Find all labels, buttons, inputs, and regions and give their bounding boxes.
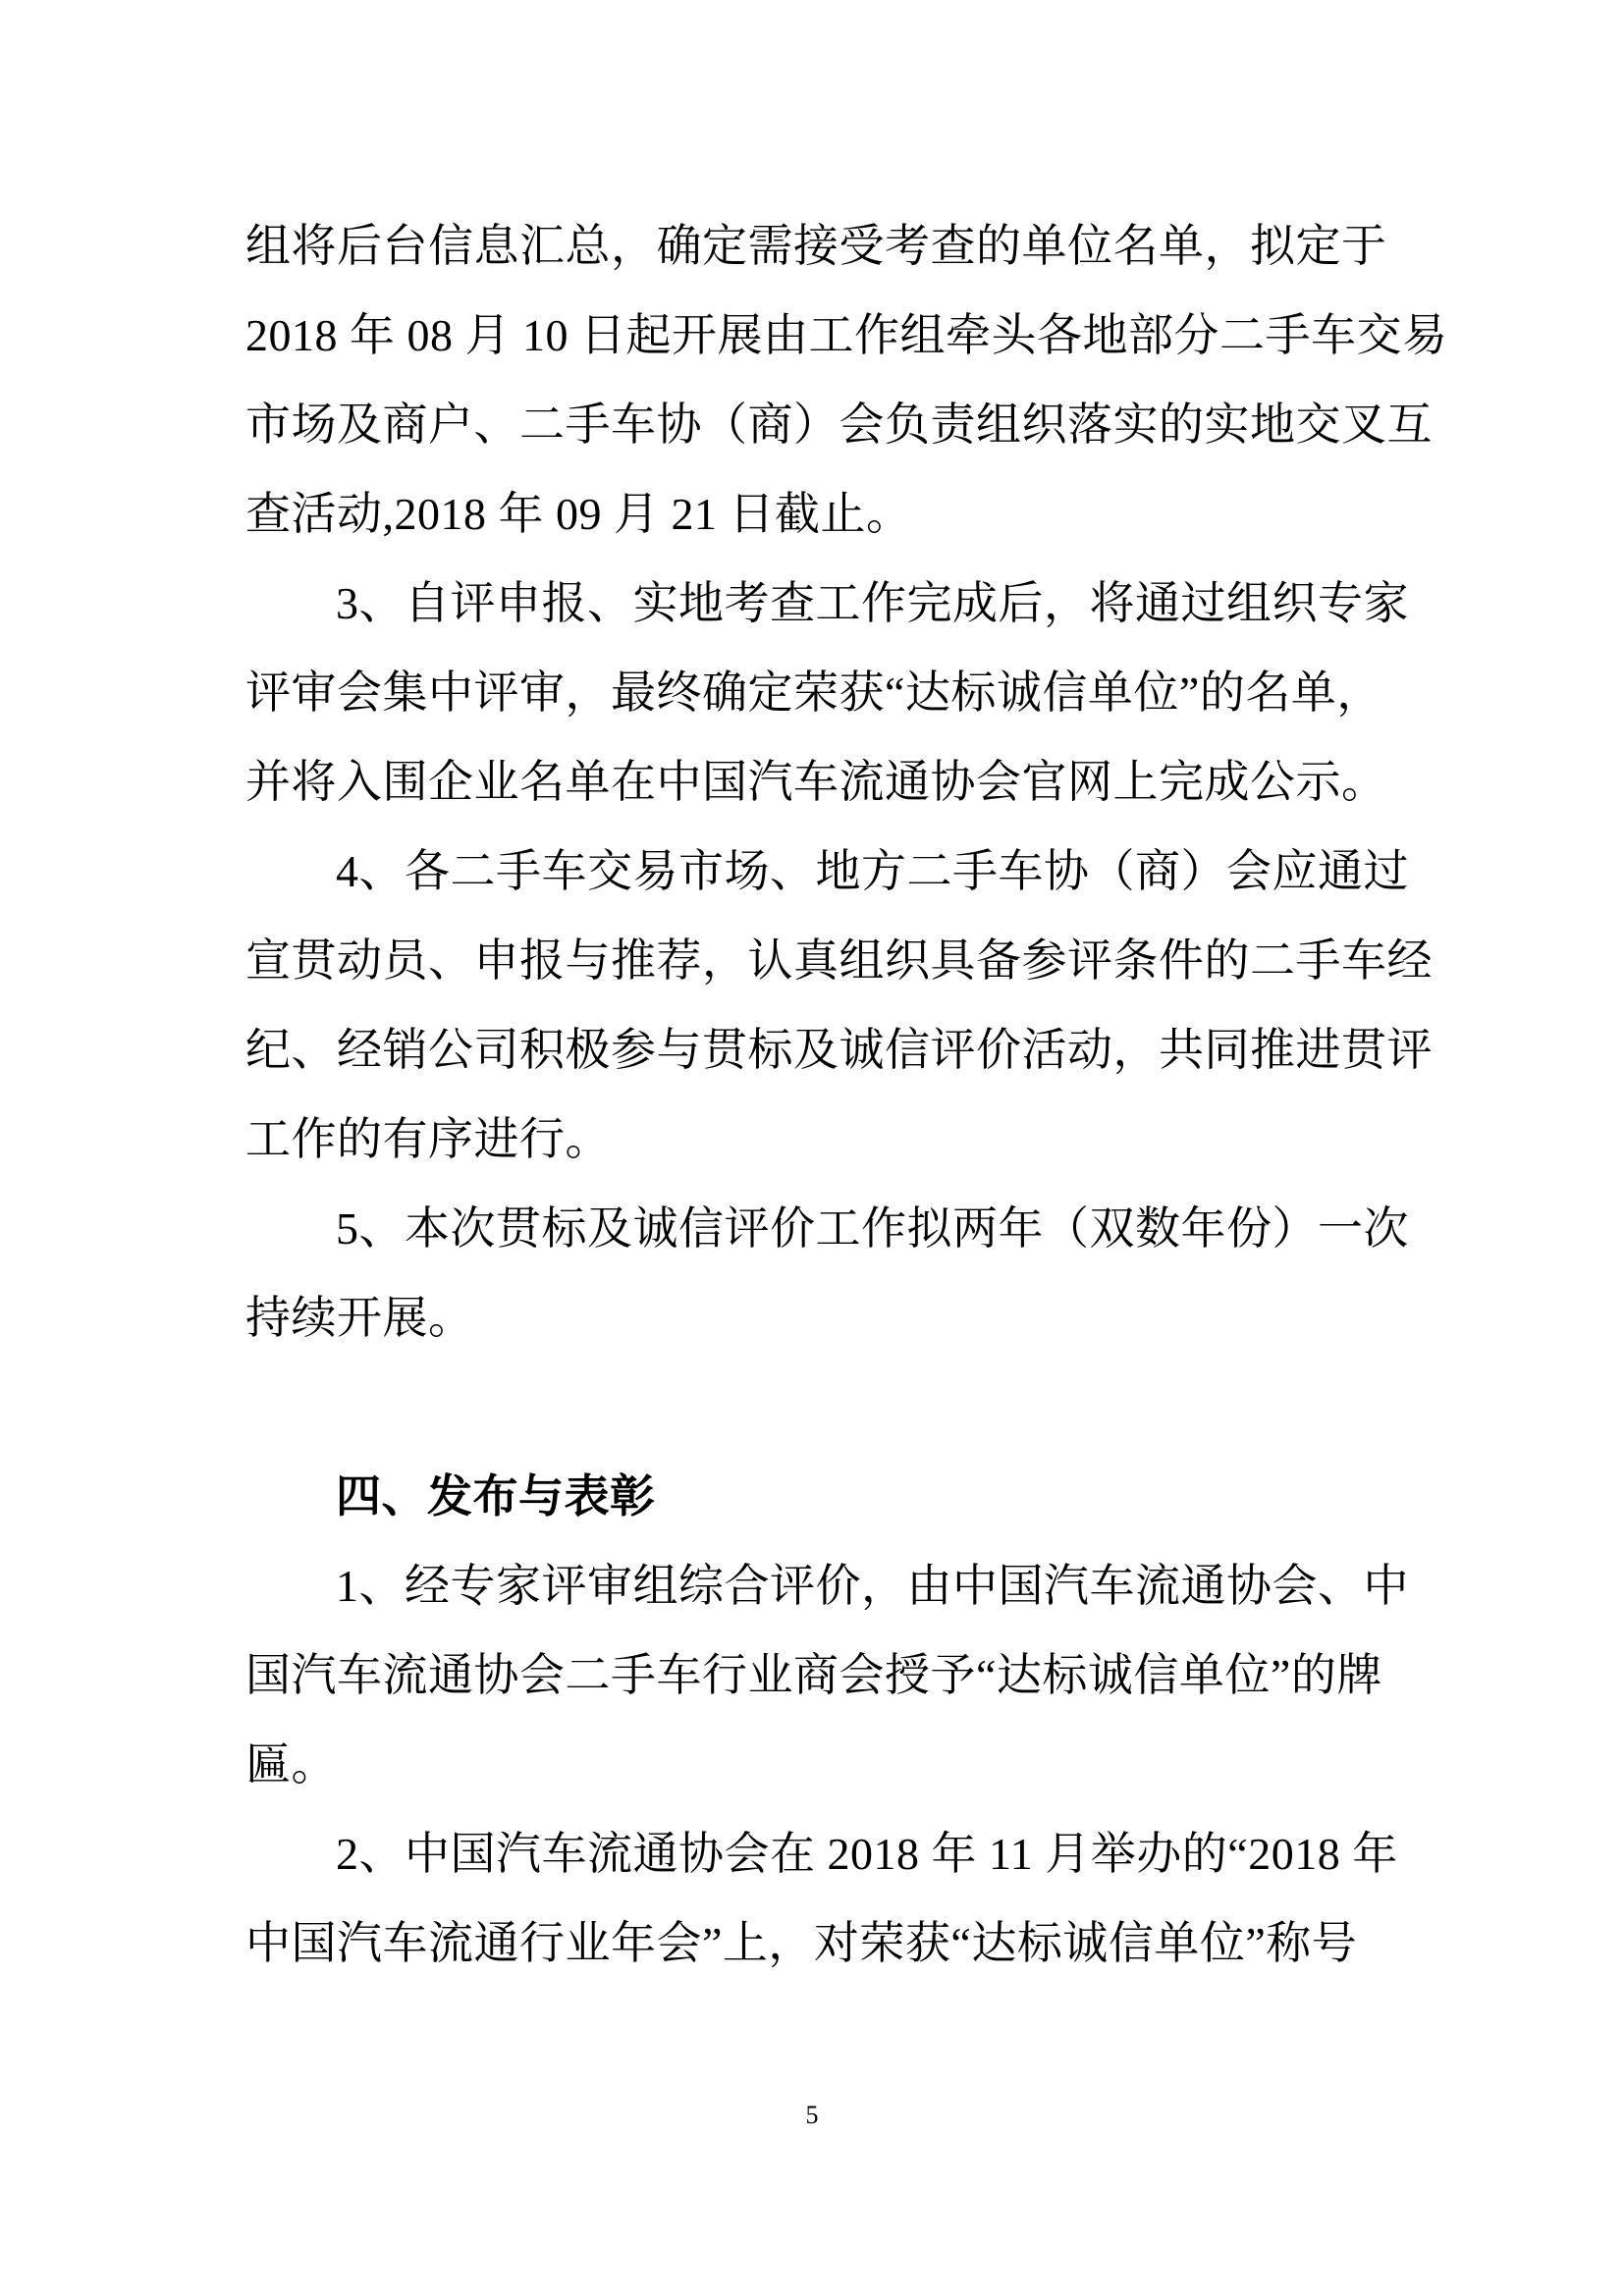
text-line-numbered-item-2: 2、中国汽车流通协会在 2018 年 11 月举办的“2018 年 <box>336 1829 1398 1879</box>
text-line: 持续开展。 <box>245 1293 474 1343</box>
text-line: 国汽车流通协会二手车行业商会授予“达标诚信单位”的牌 <box>245 1650 1382 1700</box>
text-line: 2018 年 08 月 10 日起开展由工作组牵头各地部分二手车交易 <box>245 310 1448 360</box>
text-line-numbered-item-5: 5、本次贯标及诚信评价工作拟两年（双数年份）一次 <box>336 1203 1409 1254</box>
text-line: 宣贯动员、申报与推荐，认真组织具备参评条件的二手车经 <box>245 935 1433 986</box>
text-line: 评审会集中评审，最终确定荣获“达标诚信单位”的名单， <box>245 667 1382 718</box>
document-body <box>245 201 1448 1988</box>
text-line: 中国汽车流通行业年会”上，对荣获“达标诚信单位”称号 <box>245 1918 1358 1968</box>
text-line: 组将后台信息汇总，确定需接受考查的单位名单，拟定于 <box>245 221 1387 271</box>
blank-line <box>245 1362 1394 1452</box>
section-heading: 四、发布与表彰 <box>336 1471 656 1522</box>
text-line: 纪、经销公司积极参与贯标及诚信评价活动，共同推进贯评 <box>245 1025 1433 1075</box>
text-line-numbered-item-4: 4、各二手车交易市场、地方二手车协（商）会应通过 <box>336 846 1409 896</box>
page-number: 5 <box>805 2101 819 2129</box>
text-line: 并将入围企业名单在中国汽车流通协会官网上完成公示。 <box>245 757 1387 807</box>
text-line-numbered-item-1: 1、经专家评审组综合评价，由中国汽车流通协会、中 <box>336 1561 1409 1611</box>
text-line-numbered-item-3: 3、自评申报、实地考查工作完成后，将通过组织专家 <box>336 578 1409 628</box>
text-line: 市场及商户、二手车协（商）会负责组织落实的实地交叉互 <box>245 400 1433 450</box>
text-line: 匾。 <box>245 1739 337 1789</box>
text-line: 查活动,2018 年 09 月 21 日截止。 <box>245 489 912 539</box>
text-line: 工作的有序进行。 <box>245 1114 611 1164</box>
